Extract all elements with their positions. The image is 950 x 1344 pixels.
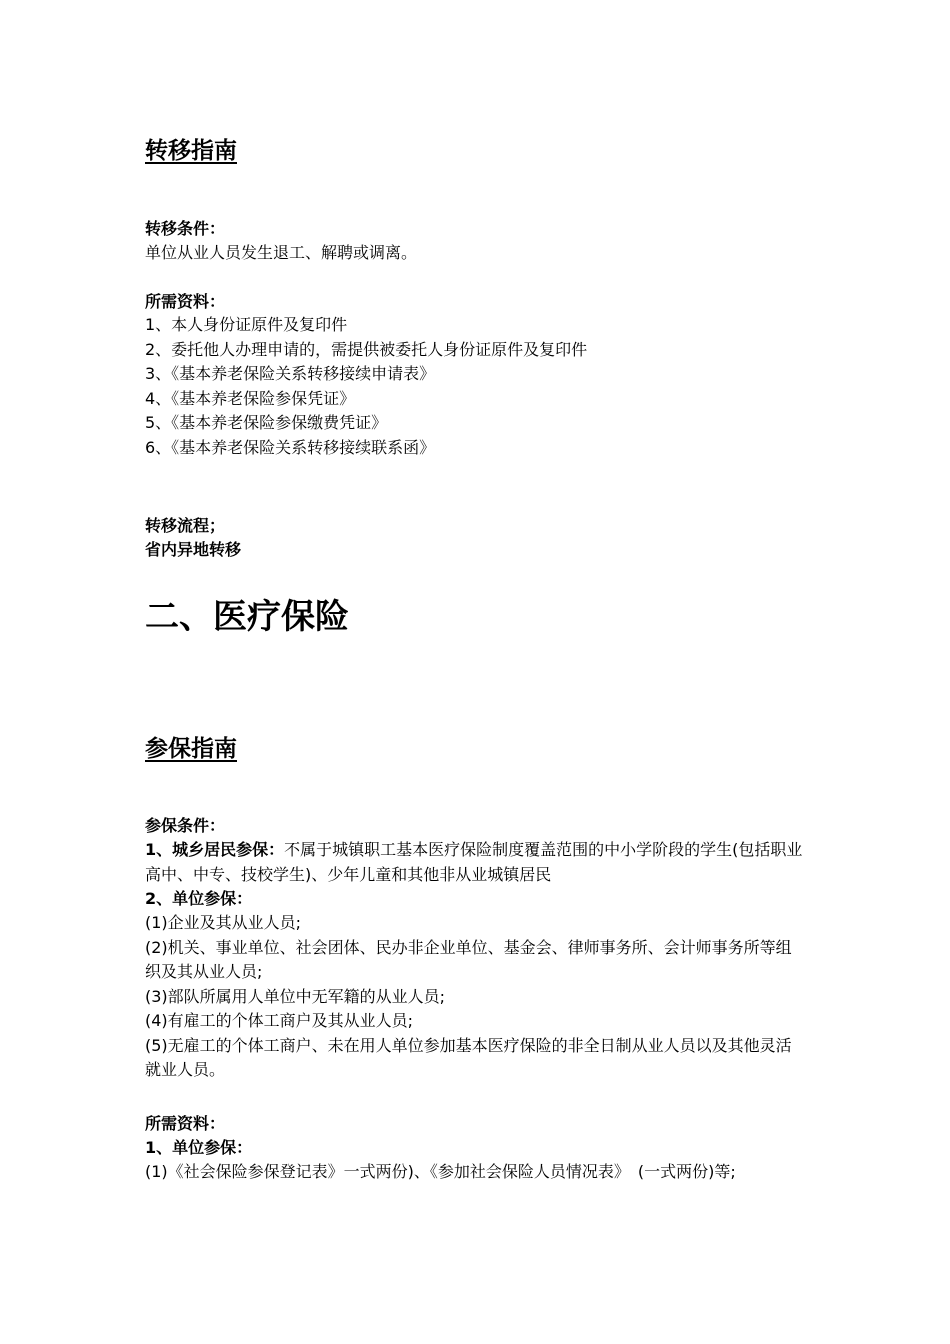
list-item: (2)机关、事业单位、社会团体、民办非企业单位、基金会、律师事务所、会计师事务所等组织及其从业人员; xyxy=(145,937,792,981)
enrollment-item-2-list xyxy=(145,911,807,1083)
transfer-condition-label: 转移条件： xyxy=(145,219,226,238)
enrollment-item-1-label: 1、城乡居民参保： xyxy=(145,840,285,859)
transfer-condition-text: 单位从业人员发生退工、解聘或调离。 xyxy=(145,243,418,262)
list-item: (3)部队所属用人单位中无军籍的从业人员; xyxy=(145,986,446,1006)
list-item: 5、《基本养老保险参保缴费凭证》 xyxy=(145,413,388,432)
medical-insurance-title: 二、医疗保险 xyxy=(145,597,349,637)
list-item: 1、本人身份证原件及复印件 xyxy=(145,315,348,334)
enrollment-item-2-label: 2、单位参保： xyxy=(145,889,253,908)
list-item: (5)无雇工的个体工商户、未在用人单位参加基本医疗保险的非全日制从业人员以及其他灵活就业人员。 xyxy=(145,1035,792,1079)
enrollment-materials-item-1-label: 1、单位参保： xyxy=(145,1138,253,1157)
transfer-process-sub: 省内异地转移 xyxy=(145,540,242,559)
list-item: (1)企业及其从业人员; xyxy=(145,913,302,932)
enrollment-condition-label: 参保条件： xyxy=(145,816,226,835)
list-item: 3、《基本养老保险关系转移接续申请表》 xyxy=(145,364,436,383)
transfer-materials-label: 所需资料： xyxy=(145,292,226,311)
enrollment-materials-label: 所需资料： xyxy=(145,1114,226,1133)
list-item: 4、《基本养老保险参保凭证》 xyxy=(145,388,356,408)
list-item: 2、委托他人办理申请的，需提供被委托人身份证原件及复印件 xyxy=(145,339,588,359)
transfer-materials-list xyxy=(145,313,587,460)
transfer-process-label: 转移流程； xyxy=(145,516,226,535)
list-item: (4)有雇工的个体工商户及其从业人员; xyxy=(145,1011,414,1030)
list-item: 6、《基本养老保险关系转移接续联系函》 xyxy=(145,437,436,457)
enrollment-item-1 xyxy=(145,838,807,887)
transfer-guide-heading: 转移指南 xyxy=(145,138,237,164)
enrollment-item-1-text: 不属于城镇职工基本医疗保险制度覆盖范围的中小学阶段的学生(包括职业高中、中专、技校学生)、少年儿童和其他非从业城镇居民 xyxy=(145,840,803,884)
enrollment-guide-heading: 参保指南 xyxy=(145,736,237,762)
enrollment-materials-item-1-text: (1)《社会保险参保登记表》一式两份)、《参加社会保险人员情况表》 (一式两份)等; xyxy=(145,1162,736,1181)
